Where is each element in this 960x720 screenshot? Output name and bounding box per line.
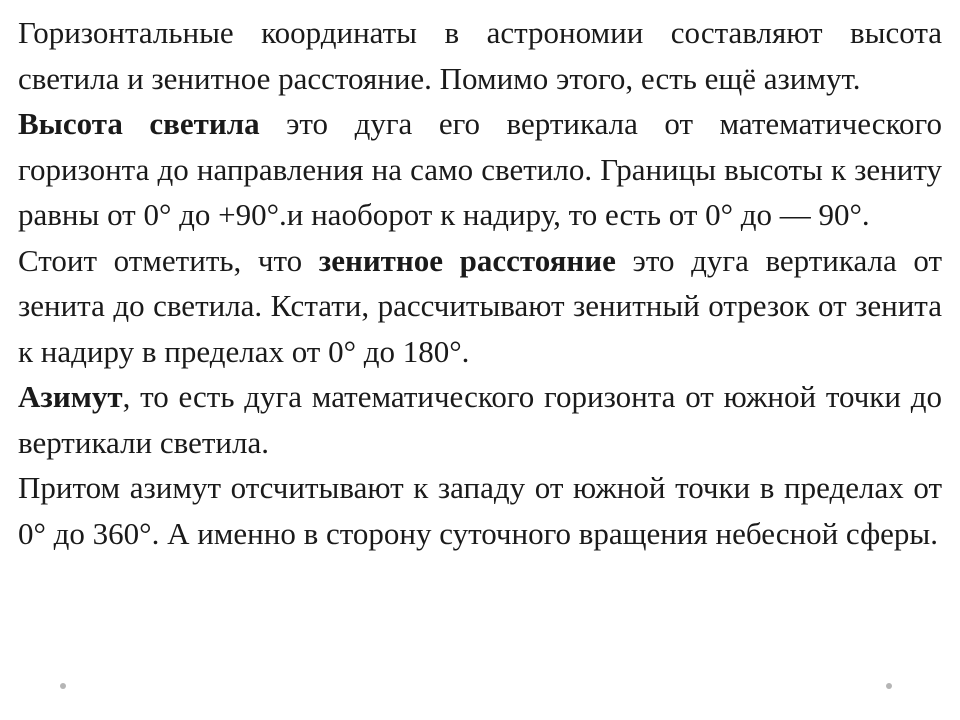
paragraph-text: , то есть дуга математического горизонта от южной точки до вертикали светила.: [18, 379, 942, 460]
paragraph-text: Притом азимут отсчитывают к западу от южной точки в пределах от 0° до 360°. А именно в сторону суточного вращения небесной сферы.: [18, 470, 942, 551]
paragraph-zenith-distance: [18, 238, 942, 375]
paragraph-text: это дуга его вертикала от математического горизонта до направления на само светило. Границы высоты к зениту равны от 0° до +90°.и наоборот к надиру, то есть от 0° до — 90°.: [18, 106, 942, 232]
paragraph-azimuth: [18, 374, 942, 465]
term-zenith-distance: зенитное расстояние: [318, 242, 616, 278]
navigation-dot-right: [886, 683, 892, 689]
text-content: [18, 10, 942, 556]
paragraph-altitude: [18, 101, 942, 238]
paragraph-azimuth-counting: [18, 465, 942, 556]
paragraph-horizontal-coordinates: [18, 10, 942, 101]
term-azimuth: Азимут: [18, 379, 123, 414]
paragraph-text: Горизонтальные координаты в астрономии составляют высота светила и зенитное расстояние. Помимо этого, есть ещё азимут.: [18, 15, 942, 96]
paragraph-text: это дуга вертикала от зенита до светила. Кстати, рассчитывают зенитный отрезок от зенита к надиру в пределах от 0° до 180°.: [18, 242, 942, 369]
term-altitude: Высота светила: [18, 106, 260, 141]
paragraph-text: Стоит отметить, что: [18, 242, 319, 278]
navigation-dot-left: [60, 683, 66, 689]
